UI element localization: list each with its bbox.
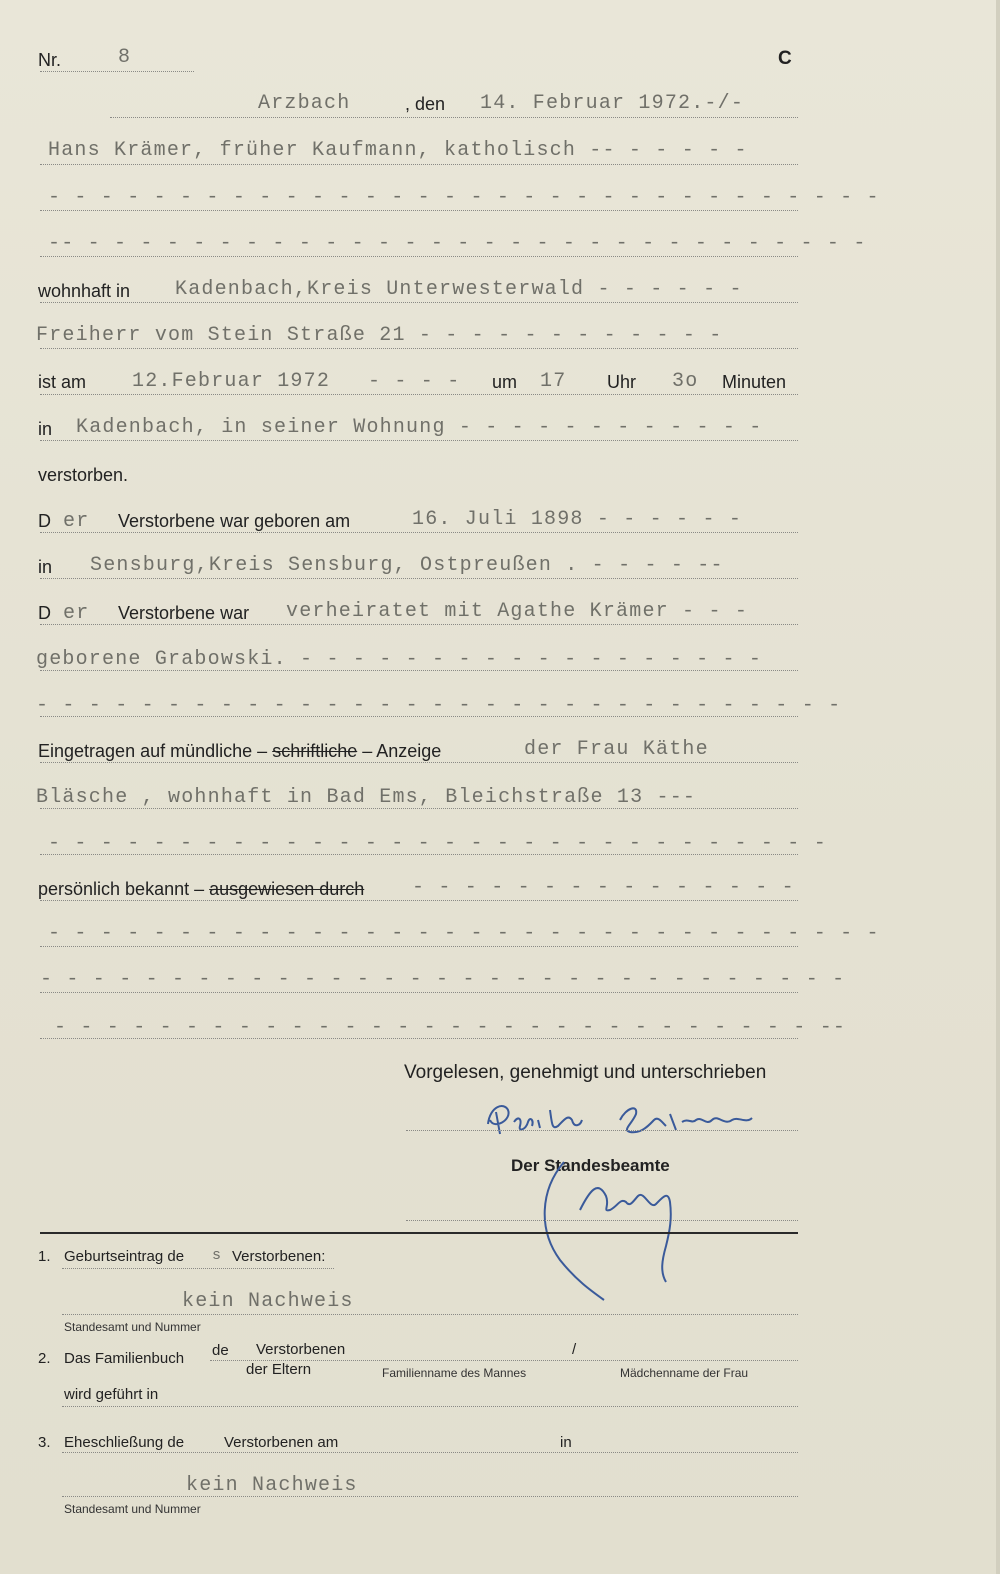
date-line <box>110 117 798 118</box>
note1-label2: Verstorbenen: <box>232 1248 326 1265</box>
birth-d-suffix: er <box>63 510 90 533</box>
separator-rule <box>40 1232 798 1234</box>
note2-caption-wife: Mädchenname der Frau <box>620 1366 749 1380</box>
marriage-d-label: D <box>38 603 51 623</box>
line <box>40 578 798 579</box>
residence-label: wohnhaft in <box>38 281 131 301</box>
filler-line: -- - - - - - - - - - - - - - - - - - - - - - - - - - - - - - - <box>48 232 867 255</box>
line <box>40 716 798 717</box>
read-approved-signed: Vorgelesen, genehmigt und unterschrieben <box>404 1062 767 1083</box>
dashes: - - - - - - - - - - - - - - - <box>412 876 795 899</box>
note1-suffix: s <box>212 1247 223 1264</box>
birth-label: Verstorbene war geboren am <box>118 511 351 531</box>
line <box>40 808 798 809</box>
note1-caption: Standesamt und Nummer <box>64 1320 201 1334</box>
note3-in: in <box>560 1434 572 1451</box>
form-letter: C <box>778 48 792 69</box>
hour-label: Uhr <box>607 372 637 392</box>
line <box>40 302 798 303</box>
death-hour: 17 <box>540 370 567 393</box>
line <box>40 992 798 993</box>
death-date-label: ist am <box>38 372 87 392</box>
note3-number: 3. <box>38 1434 51 1451</box>
death-place-label: in <box>38 419 53 439</box>
registration-date: 14. Februar 1972.-/- <box>480 92 745 115</box>
time-label: um <box>492 372 518 392</box>
line <box>40 164 798 165</box>
line <box>40 670 798 671</box>
informant-name: der Frau Käthe <box>524 738 709 761</box>
registrar-signature-line <box>406 1220 798 1221</box>
line <box>40 532 798 533</box>
report-label-struck: schriftliche <box>272 741 358 761</box>
line <box>62 1314 798 1315</box>
note2-caption-husband: Familienname des Mannes <box>382 1366 527 1380</box>
birth-d-label: D <box>38 511 51 531</box>
line <box>62 1268 334 1269</box>
nr-label: Nr. <box>38 50 62 70</box>
minutes-label: Minuten <box>722 372 787 392</box>
filler-line: - - - - - - - - - - - - - - - - - - - - - - - - - - - - - - - <box>40 968 846 991</box>
line <box>62 1452 798 1453</box>
death-minutes: 3o <box>672 370 699 393</box>
identity-label-struck: ausgewiesen durch <box>209 879 365 899</box>
report-label <box>38 741 441 762</box>
informant-address: Bläsche , wohnhaft in Bad Ems, Bleichstraße 13 --- <box>36 786 697 809</box>
line <box>40 440 798 441</box>
note2-label: Das Familienbuch <box>64 1350 185 1367</box>
marriage-record-value: kein Nachweis <box>186 1474 358 1497</box>
note1-label: Geburtseintrag de <box>64 1248 185 1265</box>
place-of-registration: Arzbach <box>258 92 351 115</box>
page-edge <box>996 0 1000 1574</box>
dashes: - - - - <box>368 370 461 393</box>
nr-value: 8 <box>118 46 132 69</box>
registrar-label: Der Standesbeamte <box>511 1156 670 1175</box>
identity-label-a: persönlich bekannt – <box>38 879 205 899</box>
birth-place-label: in <box>38 557 53 577</box>
marriage-d-suffix: er <box>63 602 90 625</box>
note2-kept-label: wird geführt in <box>64 1386 159 1403</box>
note2-slash: / <box>572 1341 577 1358</box>
line <box>40 256 798 257</box>
note2-parents: der Eltern <box>246 1361 312 1378</box>
den-label: , den <box>405 94 446 114</box>
filler-line: - - - - - - - - - - - - - - - - - - - - - - - - - - - - - -- <box>54 1016 847 1039</box>
report-label-a: Eingetragen auf mündliche – <box>38 741 268 761</box>
death-date: 12.Februar 1972 <box>132 370 331 393</box>
birth-date: 16. Juli 1898 - - - - - - <box>412 508 743 531</box>
marriage-text: verheiratet mit Agathe Krämer - - - <box>286 600 749 623</box>
street-value: Freiherr vom Stein Straße 21 - - - - - - - - - - - - <box>36 324 723 347</box>
filler-line: - - - - - - - - - - - - - - - - - - - - - - - - - - - - - - - - <box>48 186 880 209</box>
line <box>40 348 798 349</box>
signature-registrar <box>520 1150 700 1310</box>
line <box>40 624 798 625</box>
line <box>40 900 798 901</box>
death-place: Kadenbach, in seiner Wohnung - - - - - - - - - - - - <box>76 416 763 439</box>
note3-caption: Standesamt und Nummer <box>64 1502 201 1516</box>
filler-line: - - - - - - - - - - - - - - - - - - - - - - - - - - - - - - - <box>36 694 842 717</box>
line <box>40 762 798 763</box>
filler-line: - - - - - - - - - - - - - - - - - - - - - - - - - - - - - - <box>48 832 827 855</box>
nr-line <box>40 71 194 72</box>
note1-number: 1. <box>38 1248 51 1265</box>
signature-line <box>406 1130 798 1131</box>
line <box>40 854 798 855</box>
birth-record-value: kein Nachweis <box>182 1290 354 1313</box>
line <box>40 1038 798 1039</box>
report-label-b: – Anzeige <box>362 741 442 761</box>
signature-informant <box>470 1090 770 1150</box>
note3-label2: Verstorbenen am <box>224 1434 339 1451</box>
identity-label <box>38 879 364 900</box>
note2-de: de <box>212 1342 229 1359</box>
line <box>62 1406 798 1407</box>
spouse-maiden-name: geborene Grabowski. - - - - - - - - - - - - - - - - - - <box>36 648 763 671</box>
note2-deceased: Verstorbenen <box>256 1341 346 1358</box>
residence-value: Kadenbach,Kreis Unterwesterwald - - - - - - <box>175 278 743 301</box>
birth-place: Sensburg,Kreis Sensburg, Ostpreußen . - - - - -- <box>90 554 724 577</box>
note3-label: Eheschließung de <box>64 1434 185 1451</box>
line <box>40 210 798 211</box>
line <box>40 394 798 395</box>
line <box>62 1496 798 1497</box>
note2-number: 2. <box>38 1350 51 1367</box>
line <box>40 946 798 947</box>
marriage-label: Verstorbene war <box>118 603 250 623</box>
verstorben-label: verstorben. <box>38 465 129 485</box>
filler-line: - - - - - - - - - - - - - - - - - - - - - - - - - - - - - - - - <box>48 922 880 945</box>
deceased-name-line: Hans Krämer, früher Kaufmann, katholisch -- - - - - - <box>48 139 748 162</box>
